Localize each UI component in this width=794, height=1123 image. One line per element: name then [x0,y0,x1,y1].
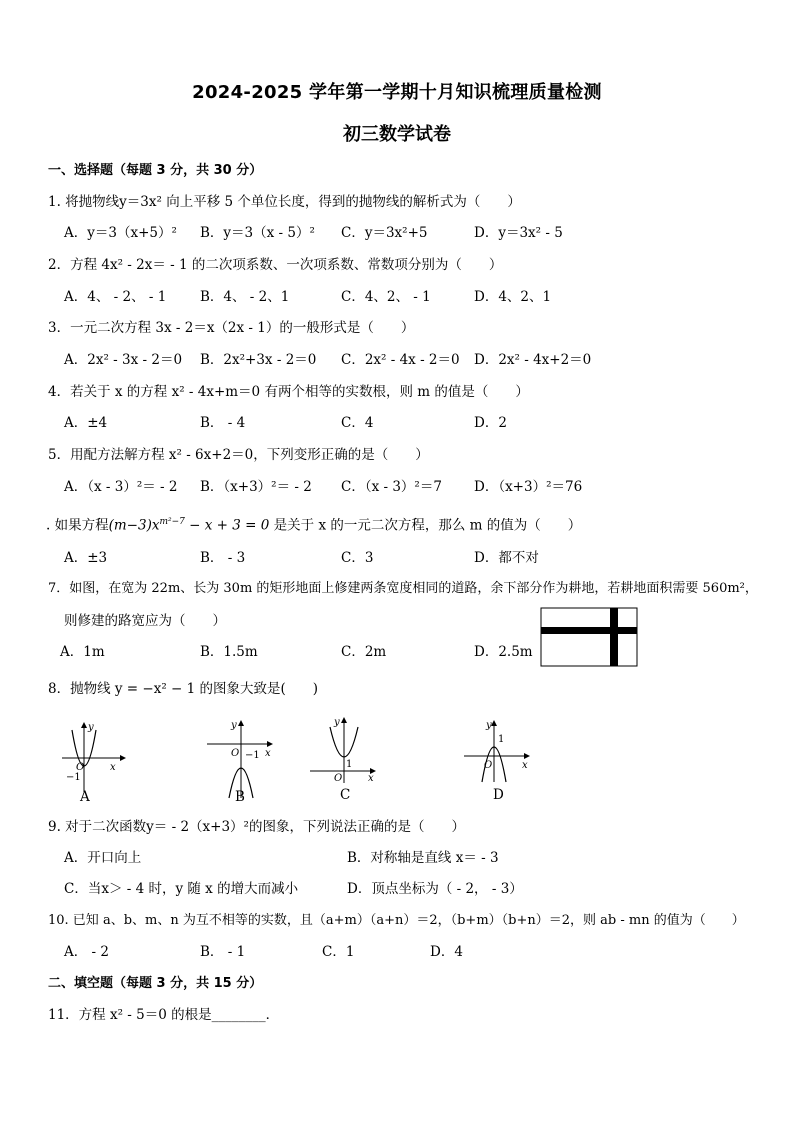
graph-d [462,718,534,786]
graph-b-y-label: y [231,720,237,731]
q9-option-b: B．对称轴是直线 x＝ - 3 [347,850,499,866]
field-rectangle [541,608,637,666]
q6-option-a: A．±3 [64,550,108,566]
q1-option-a: A．y＝3（x+5）² [64,225,177,241]
graph-c-y-label: y [334,717,340,728]
q6-stem-math-2: − x + 3 = 0 [184,517,270,534]
graph-c-origin: O [334,773,343,784]
q10-option-a: A． - 2 [64,944,109,960]
horizontal-road [541,627,637,634]
q6-stem-pre: . 如果方程 [46,517,109,534]
question-2-stem: 2．方程 4x² - 2x＝ - 1 的二次项系数、一次项系数、常数项分别为（ ） [48,257,503,273]
graph-a-minus-one: −1 [66,772,81,783]
q3-option-c: C．2x² - 4x - 2＝0 [341,352,460,368]
q2-option-d: D．4、2、1 [474,289,552,305]
question-10-stem: 10. 已知 a、b、m、n 为互不相等的实数，且（a+m）（a+n）＝2，（b+m）（b+n）＝2，则 ab - mn 的值为（ ） [48,913,745,928]
q5-option-c: C．（x - 3）²＝7 [341,479,442,495]
q3-option-d: D．2x² - 4x+2＝0 [474,352,592,368]
q6-option-c: C．3 [341,550,374,566]
q5-option-d: D．（x+3）²＝76 [474,479,583,495]
question-7-stem: 7．如图，在宽为 22m、长为 30m 的矩形地面上修建两条宽度相同的道路，余下部分作为耕地，若耕地面积需要 560m²， [48,581,758,596]
q3-option-b: B．2x²+3x - 2＝0 [200,352,317,368]
q7-option-d: D．2.5m [474,644,533,660]
graph-a-label: A [80,789,90,805]
q6-stem-math: (m−3)x [108,517,160,534]
q1-option-c: C．y＝3x²+5 [341,225,428,241]
q10-option-c: C．1 [322,944,355,960]
q6-option-d: D．都不对 [474,550,539,566]
graph-d-x-label: x [522,760,528,771]
q4-option-c: C．4 [341,415,374,431]
graph-b-label: B [235,789,245,805]
q9-option-c: C．当x＞ - 4 时，y 随 x 的增大而减小 [64,881,299,897]
question-3-stem: 3．一元二次方程 3x - 2＝x（2x - 1）的一般形式是（ ） [48,320,415,336]
question-5-stem: 5．用配方法解方程 x² - 6x+2＝0，下列变形正确的是（ ） [48,447,429,463]
question-6-stem [46,513,581,535]
graph-b-minus-one: −1 [245,750,260,761]
graph-d-origin: O [484,760,493,771]
graph-c-label: C [340,787,351,803]
q10-option-b: B． - 1 [200,944,246,960]
q4-option-a: A．±4 [64,415,108,431]
q6-stem-post: 是关于 x 的一元二次方程，那么 m 的值为（ ） [269,517,582,534]
road-field-figure [540,607,640,669]
graph-b-x-label: x [265,748,271,759]
section-2-heading: 二、填空题（每题 3 分，共 15 分） [48,976,263,991]
graph-a [58,720,128,802]
section-1-heading: 一、选择题（每题 3 分，共 30 分） [48,163,263,178]
q9-option-a: A．开口向上 [64,850,142,866]
q2-option-a: A．4、 - 2、 - 1 [64,289,167,305]
question-9-stem: 9. 对于二次函数y＝ - 2（x+3）²的图象，下列说法正确的是（ ） [48,819,465,835]
q5-option-a: A．（x - 3）²＝ - 2 [64,479,178,495]
graph-d-label: D [493,787,504,803]
question-4-stem: 4．若关于 x 的方程 x² - 4x+m＝0 有两个相等的实数根，则 m 的值是（ ） [48,384,529,400]
graph-c-one: 1 [346,759,353,770]
question-11-stem: 11．方程 x² - 5＝0 的根是________． [48,1007,280,1023]
q1-option-b: B．y＝3（x - 5）² [200,225,315,241]
graph-d-one: 1 [498,734,505,745]
graph-b-origin: O [231,748,240,759]
graph-d-y-label: y [486,720,492,731]
graph-c [308,715,380,785]
vertical-road [610,608,618,666]
q7-option-b: B．1.5m [200,644,258,660]
exam-subtitle: 初三数学试卷 [343,124,451,145]
q7-option-c: C．2m [341,644,387,660]
q1-option-d: D．y＝3x² - 5 [474,225,563,241]
q3-option-a: A．2x² - 3x - 2＝0 [64,352,183,368]
graph-a-x-label: x [110,762,116,773]
question-8-stem: 8．抛物线 y = −x² − 1 的图象大致是( ) [48,681,319,697]
q6-option-b: B． - 3 [200,550,246,566]
graph-a-y-label: y [88,722,94,733]
q7-option-a: A．1m [60,644,105,660]
q10-option-d: D．4 [430,944,463,960]
q4-option-d: D．2 [474,415,507,431]
graph-c-x-label: x [368,773,374,784]
question-1-stem: 1. 将抛物线y＝3x² 向上平移 5 个单位长度，得到的抛物线的解析式为（ ） [48,194,521,210]
exam-title: 2024-2025 学年第一学期十月知识梳理质量检测 [192,82,602,103]
q9-option-d: D．顶点坐标为（ - 2， - 3） [347,881,523,897]
graph-a-origin: O [76,762,85,773]
question-7-stem-cont: 则修建的路宽应为（ ） [64,613,226,629]
q2-option-b: B．4、 - 2、1 [200,289,290,305]
q2-option-c: C．4、2、 - 1 [341,289,431,305]
q6-stem-exponent: m²−7 [159,517,185,527]
q4-option-b: B． - 4 [200,415,246,431]
q5-option-b: B．（x+3）²＝ - 2 [200,479,312,495]
